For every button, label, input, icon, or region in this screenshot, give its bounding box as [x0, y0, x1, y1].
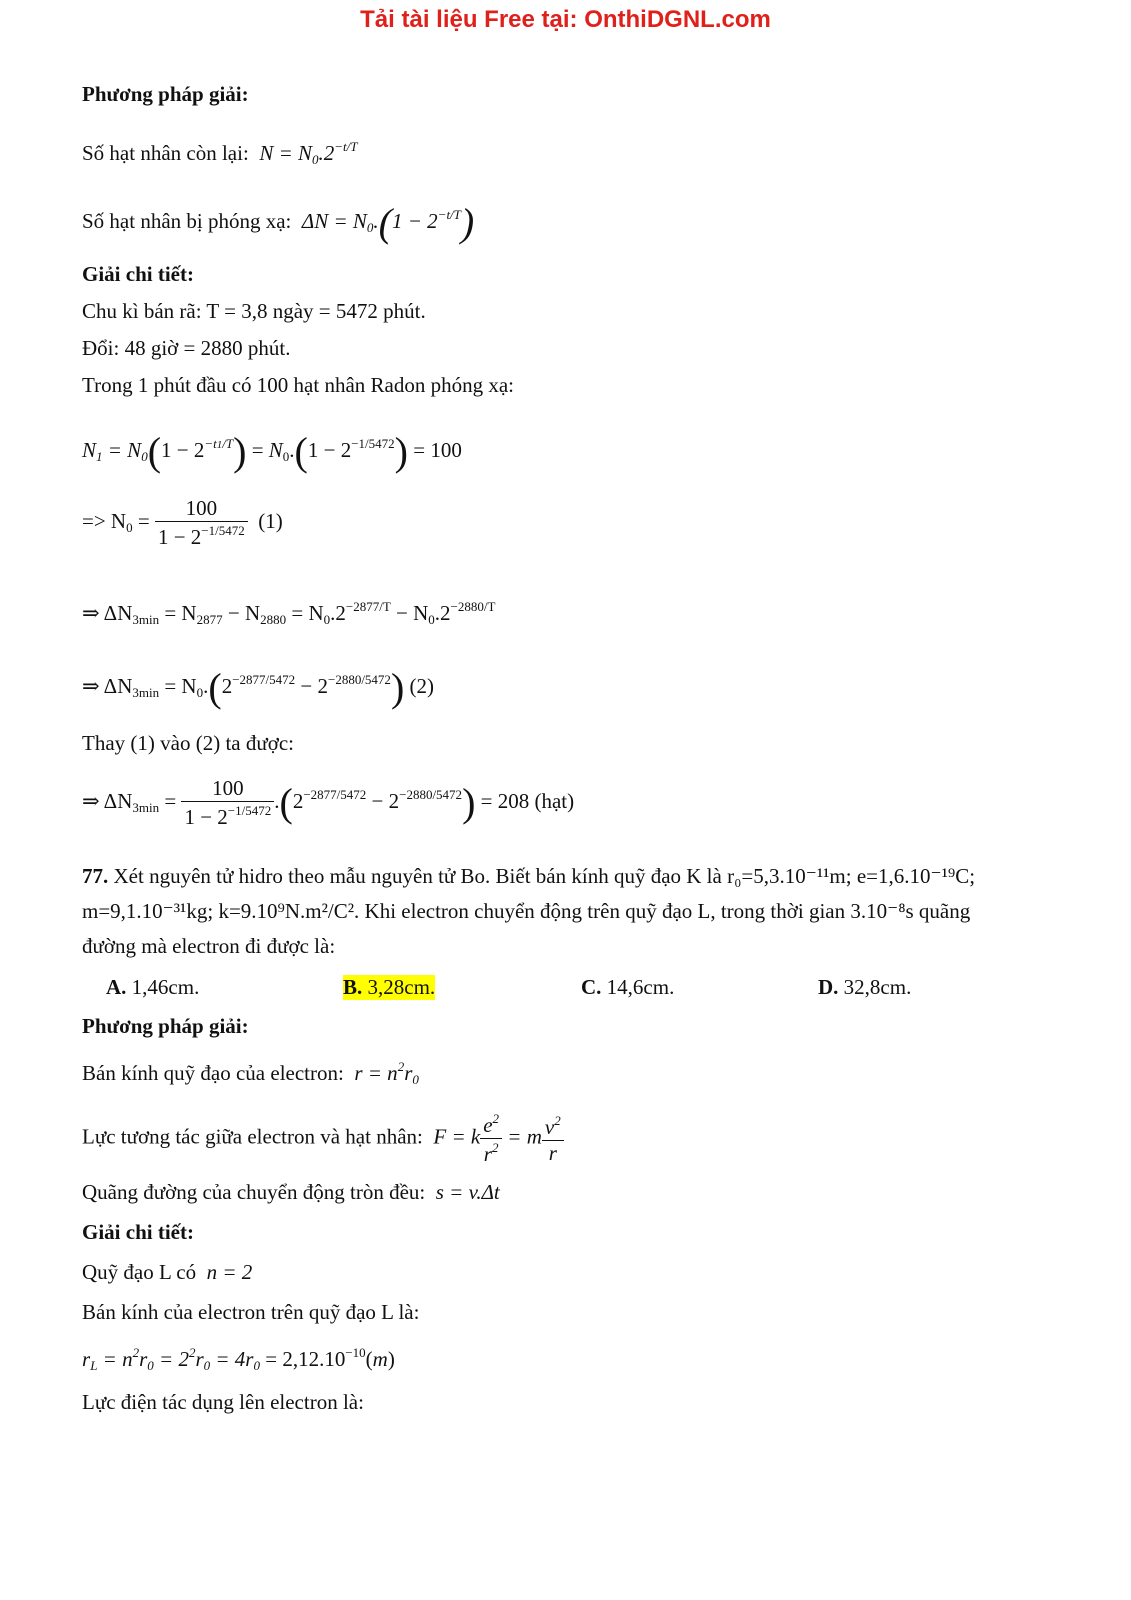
- equation-delta-n-result: ⇒ $\Delta N_{3min}$ = $\frac{100}{1 - 2^{-1/5472}}$ $.(2^{-2877/5472} - 2^{-2880/5472}) = 208$ (hạt): [82, 776, 575, 829]
- half-life-line: Chu kì bán rã: T = 3,8 ngày = 5472 phút.: [82, 299, 426, 323]
- remaining-nuclei-line: [82, 140, 357, 166]
- question-text-3: đường mà electron đi được là:: [82, 934, 336, 958]
- remaining-formula: $N = N_0.2^{-t/T}$: [254, 139, 358, 167]
- method-heading-1: Phương pháp giải:: [82, 82, 249, 106]
- first-minute-line: Trong 1 phút đầu có 100 hạt nhân Radon phóng xạ:: [82, 373, 515, 397]
- method-heading-2: Phương pháp giải:: [82, 1014, 249, 1038]
- substitute-line: Thay (1) vào (2) ta được:: [82, 731, 294, 755]
- equation-n1: $N_1 = N_0(1 - 2^{-t1/T}) = N_0.(1 - 2^{-1/5472}) = 100$: [82, 429, 462, 474]
- site-banner: Tải tài liệu Free tại: OnthiDGNL.com: [360, 6, 771, 33]
- radius-line: Bán kính quỹ đạo của electron: $r = n^2r_0$: [82, 1059, 419, 1087]
- decayed-nuclei-line: [82, 200, 475, 245]
- question-line-1: [82, 866, 975, 887]
- convert-line: Đổi: 48 giờ = 2880 phút.: [82, 336, 291, 360]
- detail-heading-1: Giải chi tiết:: [82, 262, 194, 286]
- equation-delta-n-1: ⇒ $\Delta N_{3min} = N_{2877} - N_{2880} = N_0.2^{-2877/T} - N_0.2^{-2880/T}$: [82, 599, 496, 627]
- question-text-2: m=9,1.10⁻³¹kg; k=9.10⁹N.m²/C². Khi electron chuyển động trên quỹ đạo L, trong thời gian 3.10⁻⁸s quãng: [82, 899, 971, 923]
- detail-heading-2: Giải chi tiết:: [82, 1220, 194, 1244]
- remaining-label: Số hạt nhân còn lại:: [82, 141, 249, 165]
- option-b-correct[interactable]: B. 3,28cm.: [343, 975, 436, 999]
- option-a[interactable]: A. 1,46cm.: [106, 975, 200, 999]
- decayed-formula: $\Delta N = N_0.(1 - 2^{-t/T})$: [296, 200, 475, 245]
- force-line: Lực tương tác giữa electron và hạt nhân: F = k $\frac{e^2}{r^2}$ = m $\frac{v^2}{r}$: [82, 1112, 564, 1165]
- option-d[interactable]: D. 32,8cm.: [818, 975, 912, 999]
- radius-l-label: Bán kính của electron trên quỹ đạo L là:: [82, 1300, 420, 1324]
- question-text-1: Xét nguyên tử hidro theo mẫu nguyên tử Bo. Biết bán kính quỹ đạo K là r₀=5,3.10⁻¹¹m; e=1,6.10⁻¹⁹C;: [113, 864, 976, 888]
- radius-l-equation: $r_L = n^2r_0 = 2^2r_0 = 4r_0 = 2,12.10^{-10}(m)$: [82, 1345, 395, 1373]
- equation-n0: => $N_0$ = $\frac{100}{1 - 2^{-1/5472}}$ (1): [82, 496, 283, 549]
- equation-delta-n-2: ⇒ $\Delta N_{3min} = N_0.(2^{-2877/5472} - 2^{-2880/5472})$ (2): [82, 665, 435, 710]
- decayed-label: Số hạt nhân bị phóng xạ:: [82, 209, 292, 233]
- orbit-l-line: Quỹ đạo L có n = 2: [82, 1260, 253, 1284]
- result-value: = 208 (hạt): [480, 788, 575, 813]
- question-number: 77.: [82, 864, 109, 888]
- force-on-electron-line: Lực điện tác dụng lên electron là:: [82, 1390, 364, 1414]
- distance-line: Quãng đường của chuyển động tròn đều: s = v.Δt: [82, 1180, 500, 1204]
- option-c[interactable]: C. 14,6cm.: [581, 975, 675, 999]
